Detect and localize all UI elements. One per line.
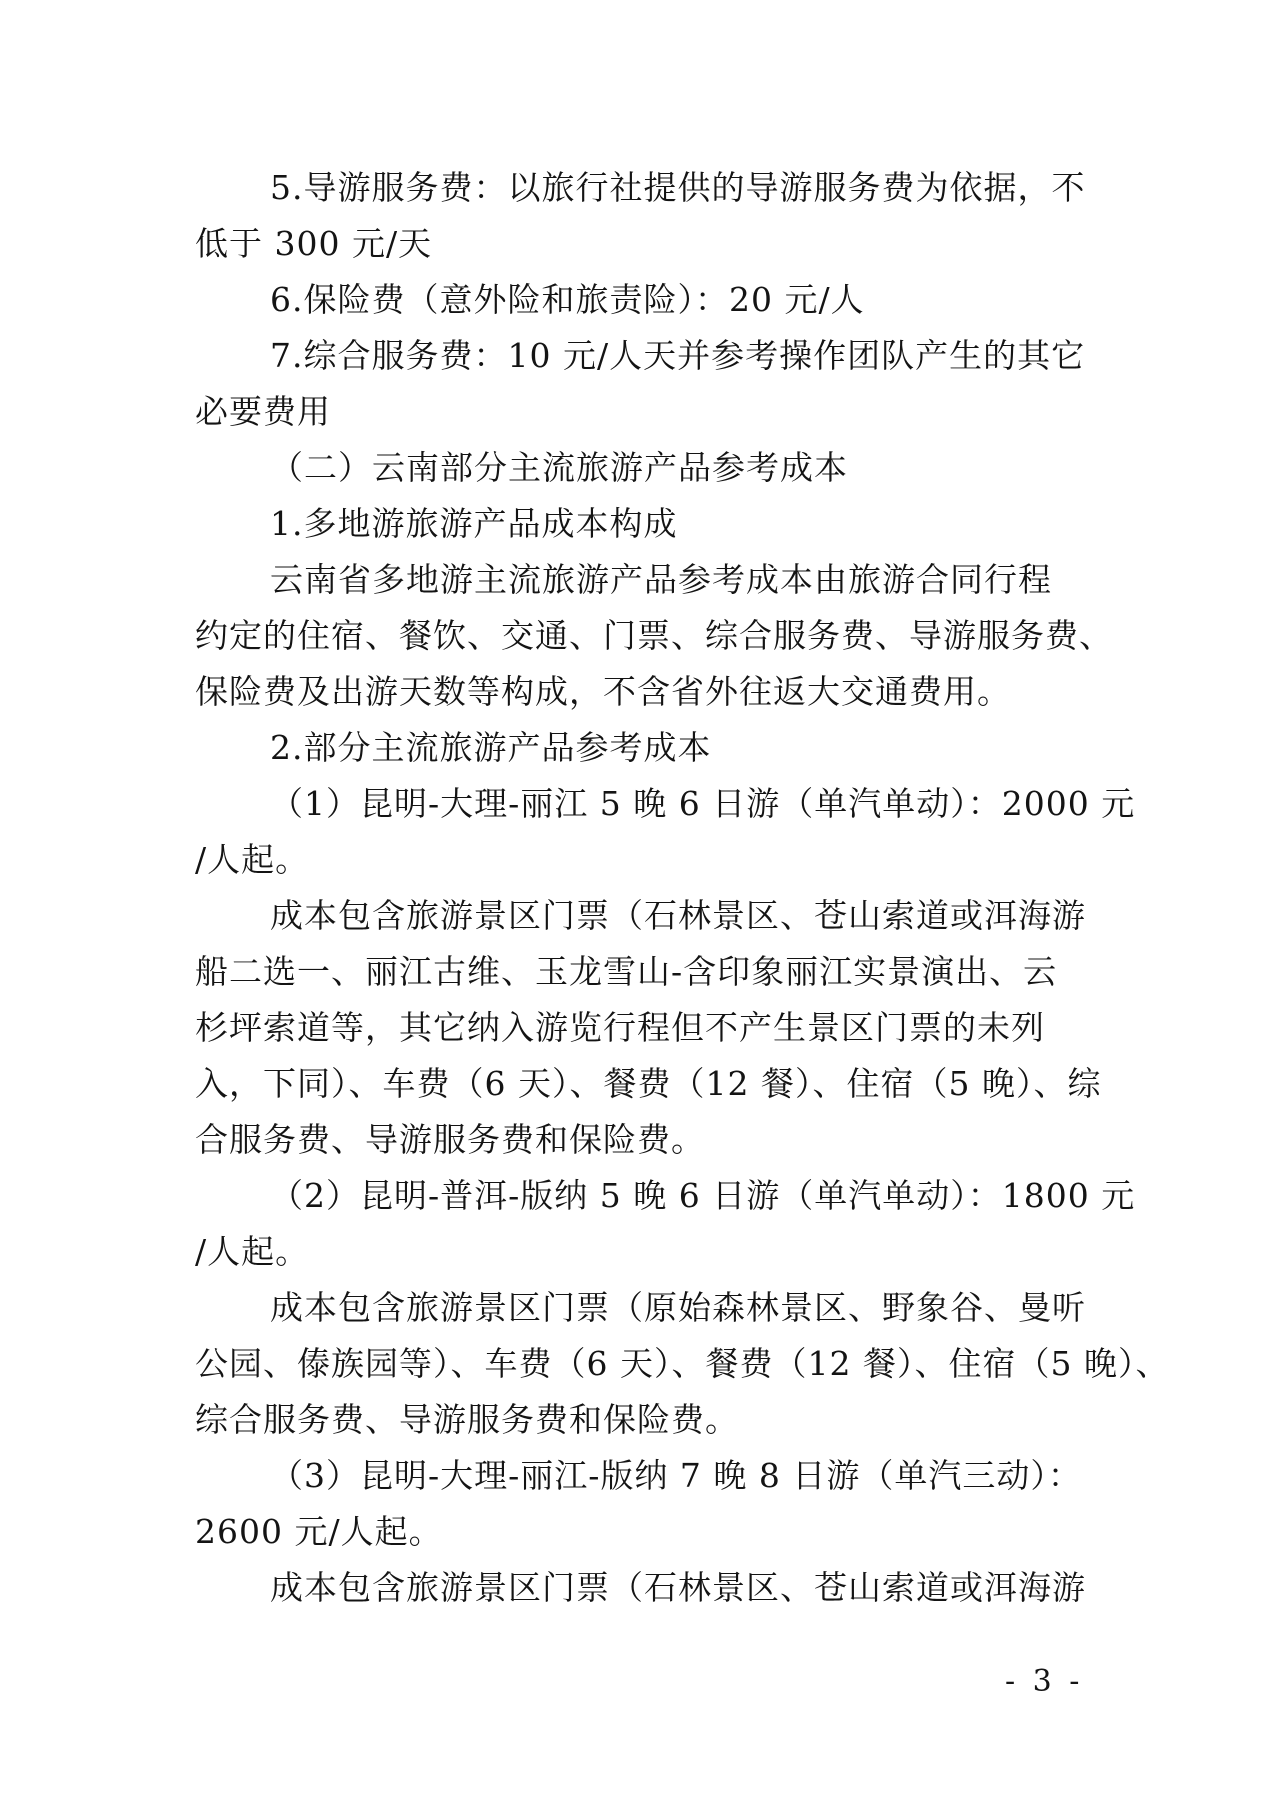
text-line: 7.综合服务费：10 元/人天并参考操作团队产生的其它: [270, 336, 1086, 375]
text-line: 必要费用: [195, 392, 331, 431]
text-line: 低于 300 元/天: [195, 224, 433, 263]
text-line: 6.保险费（意外险和旅责险）：20 元/人: [270, 280, 865, 319]
subsection-heading: 1.多地游旅游产品成本构成: [270, 504, 678, 543]
text-line: 合服务费、导游服务费和保险费。: [195, 1120, 705, 1159]
subsection-heading: 2.部分主流旅游产品参考成本: [270, 728, 712, 767]
page-number: - 3 -: [1005, 1664, 1084, 1699]
text-line: 成本包含旅游景区门票（石林景区、苍山索道或洱海游: [270, 1568, 1086, 1607]
section-heading: （二）云南部分主流旅游产品参考成本: [270, 448, 848, 487]
text-line: 综合服务费、导游服务费和保险费。: [195, 1400, 739, 1439]
text-line: 5.导游服务费：以旅行社提供的导游服务费为依据，不: [270, 168, 1086, 207]
text-line: 杉坪索道等，其它纳入游览行程但不产生景区门票的未列: [195, 1008, 1045, 1047]
text-line: 保险费及出游天数等构成，不含省外往返大交通费用。: [195, 672, 1011, 711]
text-line: 船二选一、丽江古维、玉龙雪山-含印象丽江实景演出、云: [195, 952, 1058, 991]
text-line: （3）昆明-大理-丽江-版纳 7 晚 8 日游（单汽三动）：: [270, 1456, 1082, 1495]
text-line: （1）昆明-大理-丽江 5 晚 6 日游（单汽单动）：2000 元: [270, 784, 1136, 823]
text-line: 云南省多地游主流旅游产品参考成本由旅游合同行程: [270, 560, 1052, 599]
text-line: 约定的住宿、餐饮、交通、门票、综合服务费、导游服务费、: [195, 616, 1113, 655]
text-line: 成本包含旅游景区门票（原始森林景区、野象谷、曼听: [270, 1288, 1086, 1327]
text-line: （2）昆明-普洱-版纳 5 晚 6 日游（单汽单动）：1800 元: [270, 1176, 1136, 1215]
text-line: 公园、傣族园等）、车费（6 天）、餐费（12 餐）、住宿（5 晚）、: [195, 1344, 1170, 1383]
text-line: 成本包含旅游景区门票（石林景区、苍山索道或洱海游: [270, 896, 1086, 935]
text-line: /人起。: [195, 1232, 310, 1271]
text-line: 2600 元/人起。: [195, 1512, 443, 1551]
text-line: /人起。: [195, 840, 310, 879]
text-line: 入，下同）、车费（6 天）、餐费（12 餐）、住宿（5 晚）、综: [195, 1064, 1102, 1103]
